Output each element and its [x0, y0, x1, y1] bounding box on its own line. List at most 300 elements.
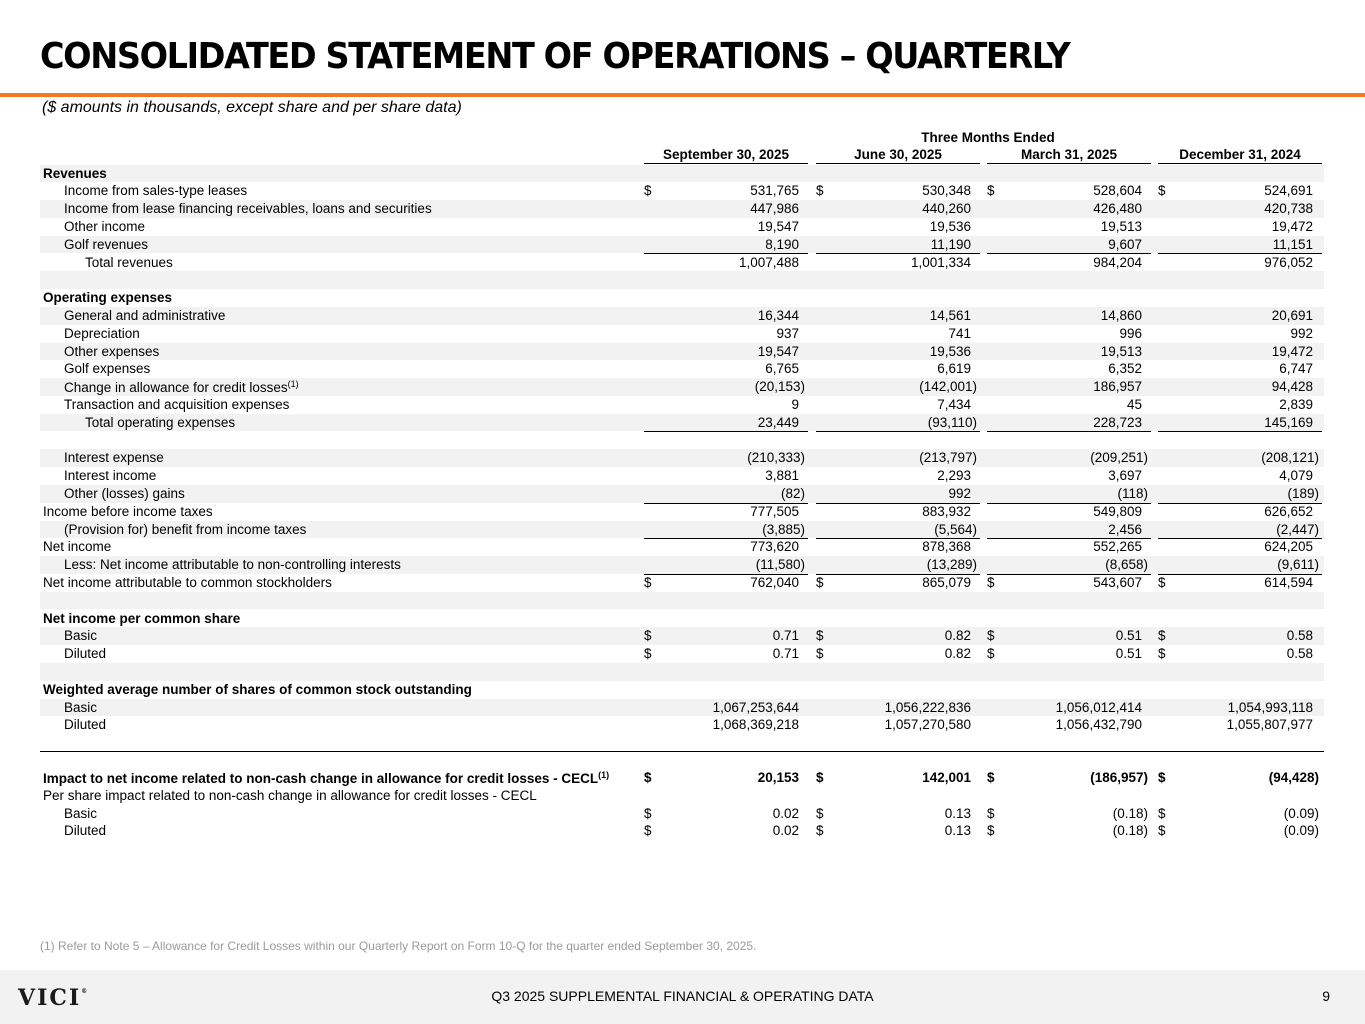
- row-label: Diluted: [64, 823, 107, 839]
- value-cell: [987, 822, 1151, 840]
- value-cell: [1158, 485, 1322, 504]
- cell-value: (8,658): [1105, 557, 1148, 573]
- cell-value: (118): [1117, 485, 1148, 501]
- value-cell: [816, 414, 980, 433]
- value-cell: [1158, 822, 1322, 840]
- value-cell: [987, 769, 1151, 787]
- value-cell: [1158, 414, 1322, 433]
- value-cell: [1158, 716, 1322, 734]
- value-cell: [816, 254, 980, 273]
- table-row: [40, 822, 1324, 840]
- value-cell: [644, 378, 808, 396]
- cell-value: 186,957: [1093, 379, 1142, 395]
- amounts-note: ($ amounts in thousands, except share and per share data): [42, 99, 462, 116]
- value-cell: [644, 503, 808, 521]
- cell-value: 19,547: [757, 218, 799, 234]
- footer-title: Q3 2025 SUPPLEMENTAL FINANCIAL & OPERATING DATA: [491, 988, 874, 1004]
- cell-value: 614,594: [1264, 574, 1313, 590]
- table-row: [40, 165, 1324, 183]
- currency-symbol: $: [816, 646, 824, 662]
- row-label: Weighted average number of shares of common stock outstanding: [43, 681, 472, 697]
- row-label: Diluted: [64, 646, 107, 662]
- currency-symbol: $: [816, 770, 824, 785]
- table-row: [40, 556, 1324, 574]
- row-label: Interest income: [64, 468, 157, 484]
- page-footer: [0, 970, 1365, 1024]
- value-cell: [816, 485, 980, 504]
- cell-value: (13,289): [926, 557, 977, 573]
- cell-value: (209,251): [1090, 450, 1148, 466]
- row-label: Other (losses) gains: [64, 485, 185, 501]
- currency-symbol: $: [1158, 574, 1166, 590]
- cell-value: 0.13: [944, 805, 971, 821]
- row-label: Net income per common share: [43, 610, 241, 626]
- table-row: [40, 787, 1324, 805]
- row-label: Income from lease financing receivables, loans and securities: [64, 201, 432, 217]
- period-header: Three Months Ended: [921, 130, 1055, 145]
- value-cell: [987, 716, 1151, 734]
- value-cell: [1158, 307, 1322, 325]
- value-cell: [987, 485, 1151, 504]
- value-cell: [644, 467, 808, 485]
- value-cell: [1158, 556, 1322, 575]
- currency-symbol: $: [1158, 646, 1166, 662]
- cell-value: (94,428): [1268, 770, 1319, 785]
- value-cell: [644, 218, 808, 236]
- cell-value: 530,348: [922, 183, 971, 199]
- value-cell: [644, 556, 808, 575]
- cell-value: 0.13: [944, 823, 971, 839]
- currency-symbol: $: [1158, 628, 1166, 644]
- cell-value: 8,190: [765, 236, 799, 252]
- cell-value: 626,652: [1264, 503, 1313, 519]
- cell-value: 552,265: [1093, 539, 1142, 555]
- currency-symbol: $: [816, 574, 824, 590]
- value-cell: [1158, 467, 1322, 485]
- currency-symbol: $: [816, 628, 824, 644]
- cell-value: 528,604: [1093, 183, 1142, 199]
- cell-value: 14,860: [1100, 307, 1142, 323]
- value-cell: [816, 805, 980, 823]
- value-cell: [644, 699, 808, 717]
- spacer-row: [40, 592, 1324, 610]
- row-label: Interest expense: [64, 450, 164, 466]
- cell-value: 3,881: [765, 468, 799, 484]
- cell-value: 762,040: [750, 574, 799, 590]
- value-cell: [1158, 200, 1322, 218]
- cell-value: 531,765: [750, 183, 799, 199]
- cell-value: 992: [948, 485, 971, 501]
- cell-value: 1,056,012,414: [1055, 699, 1142, 715]
- cell-value: 440,260: [922, 201, 971, 217]
- cell-value: (0.09): [1283, 823, 1319, 839]
- cell-value: (5,564): [934, 521, 977, 537]
- cell-value: (0.09): [1283, 805, 1319, 821]
- value-cell: [816, 503, 980, 521]
- logo-trademark: ®: [81, 988, 88, 995]
- table-row: [40, 254, 1324, 272]
- value-cell: [987, 218, 1151, 236]
- cell-value: (3,885): [762, 521, 805, 537]
- cell-value: 142,001: [922, 770, 971, 785]
- cell-value: 447,986: [750, 201, 799, 217]
- value-cell: [1158, 449, 1322, 467]
- cell-value: 543,607: [1093, 574, 1142, 590]
- cell-value: 19,472: [1271, 343, 1313, 359]
- value-cell: [816, 716, 980, 734]
- cell-value: (189): [1287, 485, 1319, 501]
- cell-value: 6,747: [1279, 361, 1313, 377]
- value-cell: [644, 396, 808, 415]
- cell-value: 23,449: [757, 414, 799, 430]
- table-row: [40, 716, 1324, 734]
- cell-value: 1,007,488: [738, 254, 799, 270]
- cell-value: (82): [780, 485, 805, 501]
- table-row: [40, 538, 1324, 556]
- row-label: Less: Net income attributable to non-controlling interests: [64, 557, 401, 573]
- table-row: [40, 610, 1324, 628]
- cell-value: 20,153: [757, 770, 799, 785]
- value-cell: [987, 521, 1151, 540]
- table-row: [40, 200, 1324, 218]
- column-header: September 30, 2025: [644, 147, 808, 164]
- cell-value: 0.82: [944, 646, 971, 662]
- cell-value: 16,344: [757, 307, 799, 323]
- cell-value: 19,513: [1100, 218, 1142, 234]
- cell-value: 20,691: [1271, 307, 1313, 323]
- currency-symbol: $: [987, 574, 995, 590]
- row-label: Basic: [64, 628, 98, 644]
- cell-value: 865,079: [922, 574, 971, 590]
- cell-value: 0.51: [1115, 628, 1142, 644]
- value-cell: [644, 254, 808, 273]
- cell-value: (208,121): [1261, 450, 1319, 466]
- cell-value: 878,368: [922, 539, 971, 555]
- value-cell: [644, 521, 808, 540]
- value-cell: [987, 360, 1151, 378]
- currency-symbol: $: [1158, 805, 1166, 821]
- value-cell: [987, 254, 1151, 273]
- cell-value: (142,001): [919, 379, 977, 395]
- row-label: Net income attributable to common stockholders: [43, 574, 332, 590]
- cell-value: 2,456: [1108, 521, 1142, 537]
- currency-symbol: $: [987, 628, 995, 644]
- value-cell: [987, 200, 1151, 218]
- value-cell: [816, 521, 980, 540]
- value-cell: [987, 449, 1151, 467]
- currency-symbol: $: [816, 823, 824, 839]
- cell-value: 9,607: [1108, 236, 1142, 252]
- table-row: [40, 485, 1324, 503]
- cell-value: 19,547: [757, 343, 799, 359]
- value-cell: [987, 307, 1151, 325]
- currency-symbol: $: [987, 646, 995, 662]
- section-divider: [40, 751, 1324, 752]
- value-cell: [987, 699, 1151, 717]
- row-label: Total revenues: [85, 254, 173, 270]
- value-cell: [987, 182, 1151, 200]
- value-cell: [1158, 182, 1322, 200]
- spacer-row: [40, 432, 1324, 450]
- row-label: Other income: [64, 218, 146, 234]
- value-cell: [644, 182, 808, 200]
- value-cell: [816, 449, 980, 467]
- cell-value: 624,205: [1264, 539, 1313, 555]
- value-cell: [816, 343, 980, 361]
- currency-symbol: $: [1158, 823, 1166, 839]
- cell-value: 94,428: [1271, 379, 1313, 395]
- cell-value: (20,153): [754, 379, 805, 395]
- row-label: Depreciation: [64, 325, 140, 341]
- cell-value: 549,809: [1093, 503, 1142, 519]
- cell-value: 4,079: [1279, 468, 1313, 484]
- cell-value: (11,580): [755, 557, 805, 573]
- value-cell: [1158, 343, 1322, 361]
- cell-value: 228,723: [1093, 414, 1142, 430]
- value-cell: [987, 538, 1151, 556]
- cell-value: 6,619: [937, 361, 971, 377]
- cell-value: 2,293: [937, 468, 971, 484]
- cell-value: 524,691: [1264, 183, 1313, 199]
- value-cell: [1158, 503, 1322, 521]
- table-row: [40, 307, 1324, 325]
- cell-value: 0.02: [772, 805, 799, 821]
- value-cell: [644, 343, 808, 361]
- value-cell: [1158, 805, 1322, 823]
- cell-value: 3,697: [1108, 468, 1142, 484]
- value-cell: [644, 360, 808, 378]
- value-cell: [644, 200, 808, 218]
- cell-value: 45: [1126, 396, 1142, 412]
- row-label: Income before income taxes: [43, 503, 213, 519]
- cell-value: 145,169: [1264, 414, 1313, 430]
- value-cell: [816, 769, 980, 787]
- cell-value: 19,472: [1271, 218, 1313, 234]
- table-row: [40, 360, 1324, 378]
- cell-value: 0.58: [1286, 646, 1313, 662]
- row-label: (Provision for) benefit from income taxes: [64, 521, 307, 537]
- row-label: Income from sales-type leases: [64, 183, 248, 199]
- table-row: [40, 236, 1324, 254]
- value-cell: [816, 325, 980, 343]
- value-cell: [644, 645, 808, 663]
- value-cell: [816, 699, 980, 717]
- value-cell: [1158, 378, 1322, 396]
- spacer-row: [40, 663, 1324, 681]
- row-label: Per share impact related to non-cash change in allowance for credit losses - CECL: [43, 787, 537, 803]
- value-cell: [1158, 254, 1322, 273]
- value-cell: [644, 485, 808, 504]
- value-cell: [816, 396, 980, 415]
- cell-value: 1,056,432,790: [1055, 717, 1142, 733]
- row-label: Transaction and acquisition expenses: [64, 396, 290, 412]
- value-cell: [1158, 538, 1322, 556]
- value-cell: [644, 822, 808, 840]
- value-cell: [987, 556, 1151, 575]
- value-cell: [644, 414, 808, 433]
- cell-value: 883,932: [922, 503, 971, 519]
- cell-value: 741: [948, 325, 971, 341]
- currency-symbol: $: [644, 628, 652, 644]
- value-cell: [987, 236, 1151, 255]
- value-cell: [644, 769, 808, 787]
- value-cell: [816, 645, 980, 663]
- table-row: [40, 218, 1324, 236]
- cell-value: 937: [776, 325, 799, 341]
- cell-value: 0.58: [1286, 628, 1313, 644]
- cell-value: 1,055,807,977: [1226, 717, 1313, 733]
- cell-value: (93,110): [927, 414, 977, 430]
- value-cell: [1158, 396, 1322, 415]
- value-cell: [644, 236, 808, 255]
- cell-value: (2,447): [1276, 521, 1319, 537]
- currency-symbol: $: [644, 805, 652, 821]
- value-cell: [987, 645, 1151, 663]
- table-row: [40, 182, 1324, 200]
- cell-value: 0.51: [1115, 646, 1142, 662]
- cell-value: 992: [1290, 325, 1313, 341]
- row-label: Impact to net income related to non-cash change in allowance for credit losses - CECL$^{(1)}$: [43, 770, 610, 786]
- value-cell: [644, 307, 808, 325]
- currency-symbol: $: [816, 183, 824, 199]
- cell-value: (186,957): [1090, 770, 1148, 785]
- cell-value: 1,056,222,836: [884, 699, 971, 715]
- currency-symbol: $: [644, 823, 652, 839]
- value-cell: [987, 378, 1151, 396]
- title-rule: [0, 93, 1365, 97]
- value-cell: [987, 467, 1151, 485]
- cell-value: 773,620: [750, 539, 799, 555]
- footnote-ref: (1): [598, 770, 610, 780]
- value-cell: [1158, 627, 1322, 645]
- cell-value: 6,352: [1108, 361, 1142, 377]
- cell-value: 0.02: [772, 823, 799, 839]
- value-cell: [816, 556, 980, 575]
- cell-value: (0.18): [1112, 823, 1148, 839]
- value-cell: [816, 627, 980, 645]
- column-header: December 31, 2024: [1158, 147, 1322, 164]
- vici-logo: VICI®: [18, 985, 88, 1011]
- currency-symbol: $: [987, 823, 995, 839]
- value-cell: [987, 503, 1151, 521]
- page-title: CONSOLIDATED STATEMENT OF OPERATIONS – QUARTERLY: [40, 36, 1070, 77]
- row-label: Basic: [64, 805, 98, 821]
- currency-symbol: $: [644, 770, 652, 785]
- value-cell: [644, 538, 808, 556]
- cell-value: 11,190: [930, 236, 971, 252]
- table-row: [40, 414, 1324, 432]
- cell-value: 996: [1119, 325, 1142, 341]
- cell-value: 7,434: [937, 396, 971, 412]
- value-cell: [816, 218, 980, 236]
- table-row: [40, 503, 1324, 521]
- value-cell: [987, 325, 1151, 343]
- cell-value: (213,797): [919, 450, 977, 466]
- table-row: [40, 769, 1324, 787]
- value-cell: [644, 449, 808, 467]
- row-label: Diluted: [64, 717, 107, 733]
- value-cell: [1158, 236, 1322, 255]
- cell-value: 1,001,334: [910, 254, 971, 270]
- cell-value: 0.71: [772, 646, 799, 662]
- cell-value: 9: [791, 396, 799, 412]
- value-cell: [644, 805, 808, 823]
- value-cell: [987, 396, 1151, 415]
- cell-value: 984,204: [1093, 254, 1142, 270]
- currency-symbol: $: [1158, 770, 1166, 785]
- value-cell: [1158, 360, 1322, 378]
- column-header: June 30, 2025: [816, 147, 980, 164]
- table-row: [40, 396, 1324, 414]
- value-cell: [1158, 521, 1322, 540]
- row-label: Operating expenses: [43, 290, 173, 306]
- row-label: Total operating expenses: [85, 414, 236, 430]
- cell-value: 11,151: [1272, 236, 1313, 252]
- row-label: Net income: [43, 539, 112, 555]
- cell-value: 1,057,270,580: [884, 717, 971, 733]
- currency-symbol: $: [1158, 183, 1166, 199]
- table-row: [40, 805, 1324, 823]
- value-cell: [816, 822, 980, 840]
- cell-value: 976,052: [1264, 254, 1313, 270]
- row-label: Revenues: [43, 165, 107, 181]
- row-label: Change in allowance for credit losses$^{(1)}$: [64, 379, 299, 396]
- table-row: [40, 627, 1324, 645]
- table-row: [40, 681, 1324, 699]
- cell-value: 420,738: [1264, 201, 1313, 217]
- cell-value: 1,054,993,118: [1227, 699, 1313, 715]
- footnote-ref: (1): [287, 379, 299, 390]
- table-row: [40, 289, 1324, 307]
- value-cell: [816, 307, 980, 325]
- value-cell: [816, 360, 980, 378]
- table-row: [40, 378, 1324, 396]
- value-cell: [1158, 769, 1322, 787]
- value-cell: [644, 716, 808, 734]
- value-cell: [644, 325, 808, 343]
- cell-value: (210,333): [747, 450, 805, 466]
- value-cell: [816, 378, 980, 396]
- currency-symbol: $: [816, 805, 824, 821]
- table-row: [40, 645, 1324, 663]
- cell-value: 1,068,369,218: [712, 717, 799, 733]
- table-row: [40, 699, 1324, 717]
- currency-symbol: $: [987, 183, 995, 199]
- cell-value: 19,536: [929, 343, 971, 359]
- cell-value: 0.71: [772, 628, 799, 644]
- table-row: [40, 449, 1324, 467]
- value-cell: [816, 538, 980, 556]
- cell-value: 6,765: [765, 361, 799, 377]
- value-cell: [987, 627, 1151, 645]
- value-cell: [1158, 325, 1322, 343]
- value-cell: [644, 627, 808, 645]
- value-cell: [987, 414, 1151, 433]
- currency-symbol: $: [644, 646, 652, 662]
- cell-value: (9,611): [1277, 557, 1319, 573]
- value-cell: [1158, 645, 1322, 663]
- currency-symbol: $: [987, 805, 995, 821]
- cell-value: 426,480: [1093, 201, 1142, 217]
- cell-value: 1,067,253,644: [712, 699, 799, 715]
- cell-value: 19,536: [929, 218, 971, 234]
- cell-value: 0.82: [944, 628, 971, 644]
- row-label: Golf revenues: [64, 236, 149, 252]
- value-cell: [1158, 699, 1322, 717]
- cell-value: 2,839: [1279, 396, 1313, 412]
- table-row: [40, 343, 1324, 361]
- cell-value: 19,513: [1100, 343, 1142, 359]
